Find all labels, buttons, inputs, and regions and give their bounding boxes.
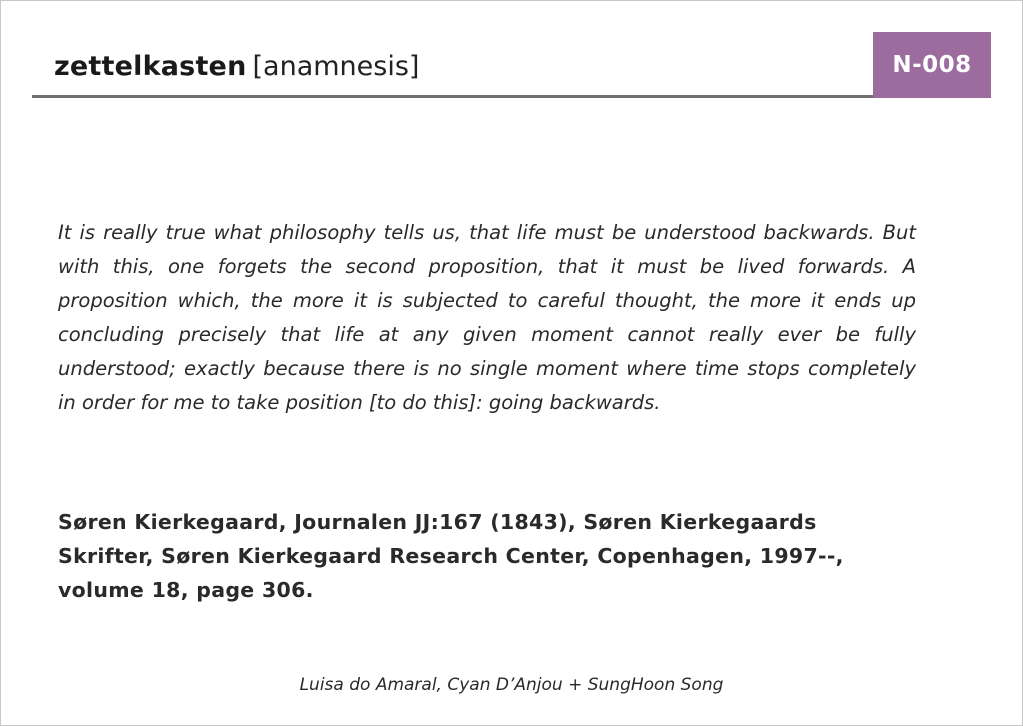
quote-text: It is really true what philosophy tells us, that life must be understood backwards. But with this, one forgets the second proposition, that it must be lived forwards. A proposition which, the more it is subjected to careful thought, the more it ends up concluding precisely that life at any given moment cannot really ever be fully understood; exactly because there is no single moment where time stops completely in order for me to take position [to do this]: going backwards.: [58, 221, 916, 414]
card-header: [32, 32, 991, 98]
note-id-badge: N-008: [873, 32, 991, 98]
header-divider: [32, 95, 874, 98]
citation-text: Søren Kierkegaard, Journalen JJ:167 (1843), Søren Kierkegaards Skrifter, Søren Kierkegaard Research Center, Copenhagen, 1997--, volume 18, page 306.: [58, 510, 844, 602]
title-main: zettelkasten: [54, 51, 247, 82]
title-subtitle: [anamnesis]: [252, 51, 420, 82]
credits-line: Luisa do Amaral, Cyan D’Anjou + SungHoon Song: [299, 675, 724, 695]
card-title: [54, 50, 419, 84]
